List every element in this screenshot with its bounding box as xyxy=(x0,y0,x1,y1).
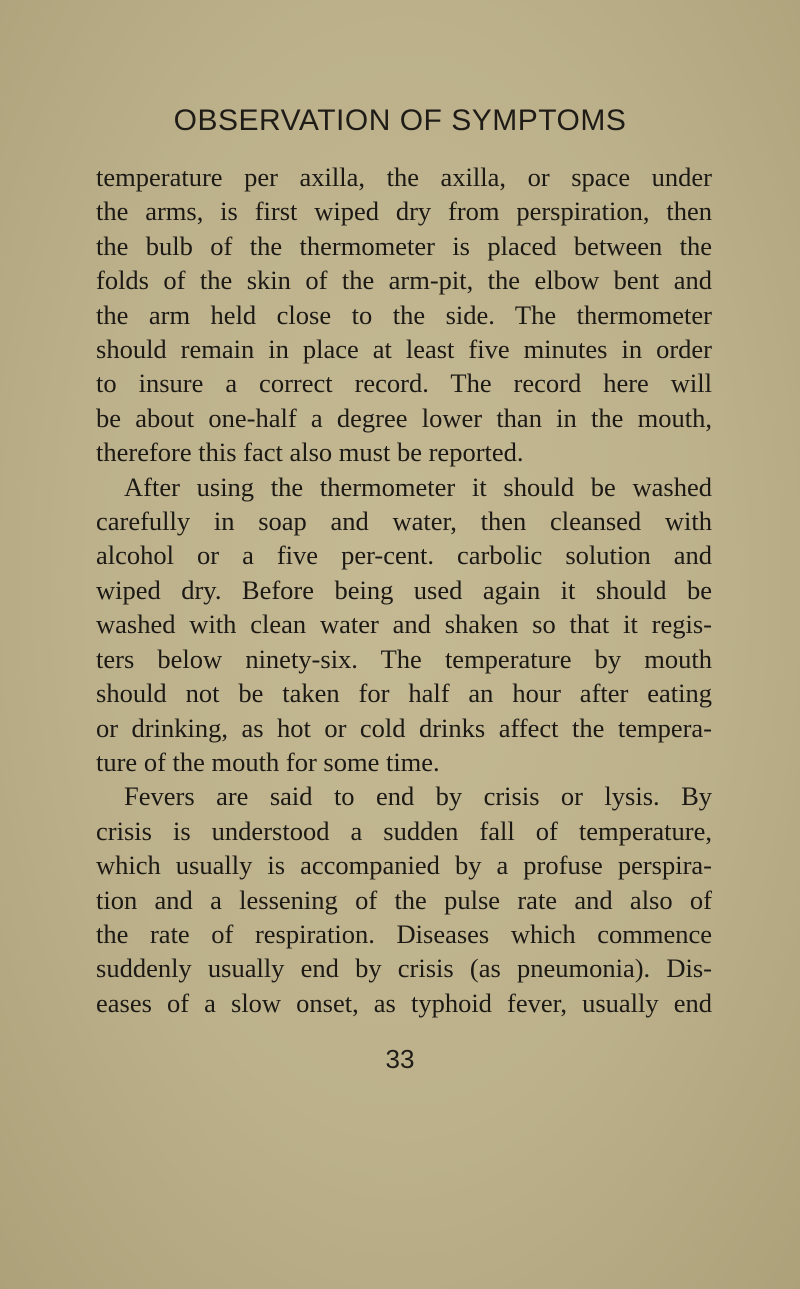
page-number: 33 xyxy=(385,1044,415,1074)
text-line: ters below ninety-six. The temperature by mouth xyxy=(96,643,712,674)
paragraph-first-line: Fevers are said to end by crisis or lysis. By xyxy=(124,781,712,812)
text-line: the arms, is first wiped dry from perspiration, then xyxy=(96,196,712,227)
text-line: washed with clean water and shaken so that it regis- xyxy=(96,609,712,640)
text-line: carefully in soap and water, then cleansed with xyxy=(96,506,712,537)
running-head: OBSERVATION OF SYMPTOMS xyxy=(173,104,627,137)
text-line: eases of a slow onset, as typhoid fever, usually end xyxy=(96,987,712,1018)
text-line: suddenly usually end by crisis (as pneumonia). Dis- xyxy=(96,953,712,984)
text-line: which usually is accompanied by a profuse perspira- xyxy=(96,850,712,881)
text-line: the arm held close to the side. The thermometer xyxy=(96,299,712,330)
text-line: be about one-half a degree lower than in the mouth, xyxy=(96,402,712,433)
text-line: or drinking, as hot or cold drinks affect the tempera- xyxy=(96,712,712,743)
text-line: crisis is understood a sudden fall of temperature, xyxy=(96,815,712,846)
text-line: tion and a lessening of the pulse rate and also of xyxy=(96,884,712,915)
text-line: to insure a correct record. The record here will xyxy=(96,368,712,399)
paragraph-first-line: After using the thermometer it should be washed xyxy=(124,471,712,502)
text-line: folds of the skin of the arm-pit, the elbow bent and xyxy=(96,265,712,296)
text-line: should not be taken for half an hour after eating xyxy=(96,678,712,709)
body-text xyxy=(96,160,712,1020)
text-line: the rate of respiration. Diseases which commence xyxy=(96,918,712,949)
text-line: temperature per axilla, the axilla, or space under xyxy=(96,162,712,192)
text-line: should remain in place at least five minutes in order xyxy=(96,334,712,365)
text-line: wiped dry. Before being used again it should be xyxy=(96,574,712,605)
text-line: alcohol or a five per-cent. carbolic solution and xyxy=(96,540,712,571)
text-line: ture of the mouth for some time. xyxy=(96,746,440,777)
text-line: therefore this fact also must be reported. xyxy=(96,437,524,468)
text-line: the bulb of the thermometer is placed between the xyxy=(96,230,712,261)
